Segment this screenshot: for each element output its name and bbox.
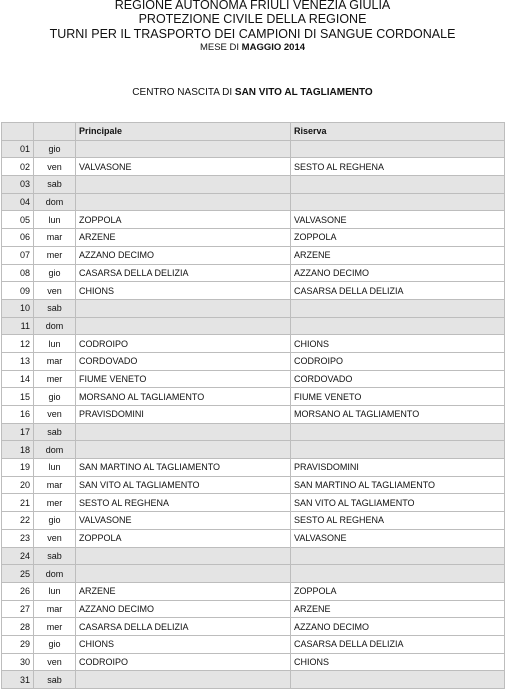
day-cell: 18 (2, 441, 34, 459)
day-cell: 22 (2, 512, 34, 530)
riserva-cell: AZZANO DECIMO (291, 264, 505, 282)
table-row (2, 600, 505, 618)
day-cell: 07 (2, 246, 34, 264)
dow-cell: gio (34, 388, 76, 406)
dow-cell: mer (34, 370, 76, 388)
dow-cell: ven (34, 282, 76, 300)
center-value: SAN VITO AL TAGLIAMENTO (234, 87, 373, 98)
day-cell: 14 (2, 370, 34, 388)
dow-cell: gio (34, 635, 76, 653)
riserva-cell: ZOPPOLA (291, 582, 505, 600)
riserva-cell: MORSANO AL TAGLIAMENTO (291, 406, 505, 424)
riserva-cell: AZZANO DECIMO (291, 618, 505, 636)
riserva-cell (291, 193, 505, 211)
dow-cell: mer (34, 618, 76, 636)
day-cell: 29 (2, 635, 34, 653)
principale-cell: CORDOVADO (76, 352, 291, 370)
table-row (2, 176, 505, 194)
riserva-cell: SAN VITO AL TAGLIAMENTO (291, 494, 505, 512)
riserva-cell: FIUME VENETO (291, 388, 505, 406)
schedule-table (1, 122, 505, 689)
dow-cell: lun (34, 459, 76, 477)
dow-cell: dom (34, 193, 76, 211)
riserva-cell (291, 441, 505, 459)
day-cell: 25 (2, 565, 34, 583)
day-cell: 15 (2, 388, 34, 406)
header-dow-cell (34, 123, 76, 141)
day-cell: 03 (2, 176, 34, 194)
table-row (2, 264, 505, 282)
riserva-cell: SAN MARTINO AL TAGLIAMENTO (291, 476, 505, 494)
dow-cell: lun (34, 211, 76, 229)
dow-cell: sab (34, 176, 76, 194)
dow-cell: sab (34, 299, 76, 317)
document-title: TURNI PER IL TRASPORTO DEI CAMPIONI DI SANGUE CORDONALE (49, 27, 456, 41)
header-riserva: Riserva (291, 123, 505, 141)
principale-cell (76, 176, 291, 194)
table-row (2, 140, 505, 158)
day-cell: 10 (2, 299, 34, 317)
principale-cell: ARZENE (76, 229, 291, 247)
table-header-row (2, 123, 505, 141)
principale-cell: PRAVISDOMINI (76, 406, 291, 424)
org-title: REGIONE AUTONOMA FRIULI VENEZIA GIULIA (114, 0, 391, 12)
table-row (2, 529, 505, 547)
day-cell: 13 (2, 352, 34, 370)
day-cell: 17 (2, 423, 34, 441)
dow-cell: lun (34, 582, 76, 600)
riserva-cell: ZOPPOLA (291, 229, 505, 247)
month-value: MAGGIO 2014 (241, 42, 306, 53)
riserva-cell (291, 565, 505, 583)
principale-cell: CHIONS (76, 282, 291, 300)
day-cell: 19 (2, 459, 34, 477)
principale-cell: MORSANO AL TAGLIAMENTO (76, 388, 291, 406)
day-cell: 16 (2, 406, 34, 424)
riserva-cell: CORDOVADO (291, 370, 505, 388)
dow-cell: sab (34, 671, 76, 689)
day-cell: 30 (2, 653, 34, 671)
table-row (2, 335, 505, 353)
principale-cell: CHIONS (76, 635, 291, 653)
dow-cell: ven (34, 406, 76, 424)
principale-cell: AZZANO DECIMO (76, 246, 291, 264)
principale-cell: CASARSA DELLA DELIZIA (76, 618, 291, 636)
table-row (2, 441, 505, 459)
department-title: PROTEZIONE CIVILE DELLA REGIONE (138, 12, 367, 26)
dow-cell: mar (34, 352, 76, 370)
dow-cell: mar (34, 229, 76, 247)
day-cell: 28 (2, 618, 34, 636)
day-cell: 24 (2, 547, 34, 565)
dow-cell: lun (34, 335, 76, 353)
principale-cell: ZOPPOLA (76, 529, 291, 547)
principale-cell: VALVASONE (76, 158, 291, 176)
principale-cell: SAN VITO AL TAGLIAMENTO (76, 476, 291, 494)
day-cell: 06 (2, 229, 34, 247)
riserva-cell: VALVASONE (291, 529, 505, 547)
table-row (2, 282, 505, 300)
principale-cell (76, 547, 291, 565)
day-cell: 05 (2, 211, 34, 229)
table-row (2, 423, 505, 441)
table-row (2, 246, 505, 264)
principale-cell: CODROIPO (76, 335, 291, 353)
principale-cell: ARZENE (76, 582, 291, 600)
dow-cell: ven (34, 529, 76, 547)
riserva-cell (291, 317, 505, 335)
principale-cell: SESTO AL REGHENA (76, 494, 291, 512)
month-line (0, 42, 505, 54)
principale-cell (76, 565, 291, 583)
riserva-cell: ARZENE (291, 600, 505, 618)
principale-cell (76, 317, 291, 335)
dow-cell: mer (34, 494, 76, 512)
table-row (2, 388, 505, 406)
day-cell: 26 (2, 582, 34, 600)
riserva-cell (291, 547, 505, 565)
dow-cell: dom (34, 441, 76, 459)
table-row (2, 193, 505, 211)
principale-cell: VALVASONE (76, 512, 291, 530)
day-cell: 08 (2, 264, 34, 282)
dow-cell: sab (34, 423, 76, 441)
center-prefix: CENTRO NASCITA DI (132, 87, 235, 98)
center-line (0, 87, 505, 99)
table-row (2, 229, 505, 247)
principale-cell: FIUME VENETO (76, 370, 291, 388)
riserva-cell (291, 140, 505, 158)
principale-cell (76, 441, 291, 459)
principale-cell: CODROIPO (76, 653, 291, 671)
principale-cell: CASARSA DELLA DELIZIA (76, 264, 291, 282)
principale-cell (76, 193, 291, 211)
principale-cell: SAN MARTINO AL TAGLIAMENTO (76, 459, 291, 477)
principale-cell (76, 671, 291, 689)
riserva-cell: ARZENE (291, 246, 505, 264)
day-cell: 31 (2, 671, 34, 689)
table-row (2, 671, 505, 689)
table-row (2, 635, 505, 653)
riserva-cell: SESTO AL REGHENA (291, 158, 505, 176)
riserva-cell: SESTO AL REGHENA (291, 512, 505, 530)
principale-cell (76, 140, 291, 158)
table-row (2, 565, 505, 583)
riserva-cell: CHIONS (291, 335, 505, 353)
riserva-cell (291, 299, 505, 317)
day-cell: 27 (2, 600, 34, 618)
dow-cell: gio (34, 140, 76, 158)
dow-cell: sab (34, 547, 76, 565)
table-row (2, 370, 505, 388)
principale-cell (76, 423, 291, 441)
principale-cell: AZZANO DECIMO (76, 600, 291, 618)
dow-cell: ven (34, 653, 76, 671)
riserva-cell (291, 176, 505, 194)
dow-cell: gio (34, 264, 76, 282)
table-row (2, 547, 505, 565)
dow-cell: ven (34, 158, 76, 176)
riserva-cell (291, 671, 505, 689)
principale-cell (76, 299, 291, 317)
day-cell: 23 (2, 529, 34, 547)
dow-cell: mer (34, 246, 76, 264)
table-row (2, 211, 505, 229)
day-cell: 02 (2, 158, 34, 176)
table-row (2, 317, 505, 335)
table-row (2, 158, 505, 176)
table-row (2, 459, 505, 477)
day-cell: 21 (2, 494, 34, 512)
table-row (2, 476, 505, 494)
table-row (2, 299, 505, 317)
header-principale: Principale (76, 123, 291, 141)
riserva-cell: CASARSA DELLA DELIZIA (291, 282, 505, 300)
table-row (2, 352, 505, 370)
month-prefix: MESE DI (199, 42, 242, 53)
dow-cell: mar (34, 600, 76, 618)
riserva-cell: CASARSA DELLA DELIZIA (291, 635, 505, 653)
dow-cell: mar (34, 476, 76, 494)
dow-cell: dom (34, 317, 76, 335)
principale-cell: ZOPPOLA (76, 211, 291, 229)
riserva-cell: CODROIPO (291, 352, 505, 370)
day-cell: 04 (2, 193, 34, 211)
table-row (2, 494, 505, 512)
schedule-body (2, 123, 505, 689)
table-row (2, 653, 505, 671)
riserva-cell: PRAVISDOMINI (291, 459, 505, 477)
riserva-cell: VALVASONE (291, 211, 505, 229)
header-day-cell (2, 123, 34, 141)
riserva-cell (291, 423, 505, 441)
dow-cell: gio (34, 512, 76, 530)
table-row (2, 582, 505, 600)
day-cell: 20 (2, 476, 34, 494)
table-row (2, 406, 505, 424)
table-row (2, 512, 505, 530)
day-cell: 11 (2, 317, 34, 335)
day-cell: 12 (2, 335, 34, 353)
day-cell: 09 (2, 282, 34, 300)
day-cell: 01 (2, 140, 34, 158)
riserva-cell: CHIONS (291, 653, 505, 671)
table-row (2, 618, 505, 636)
dow-cell: dom (34, 565, 76, 583)
